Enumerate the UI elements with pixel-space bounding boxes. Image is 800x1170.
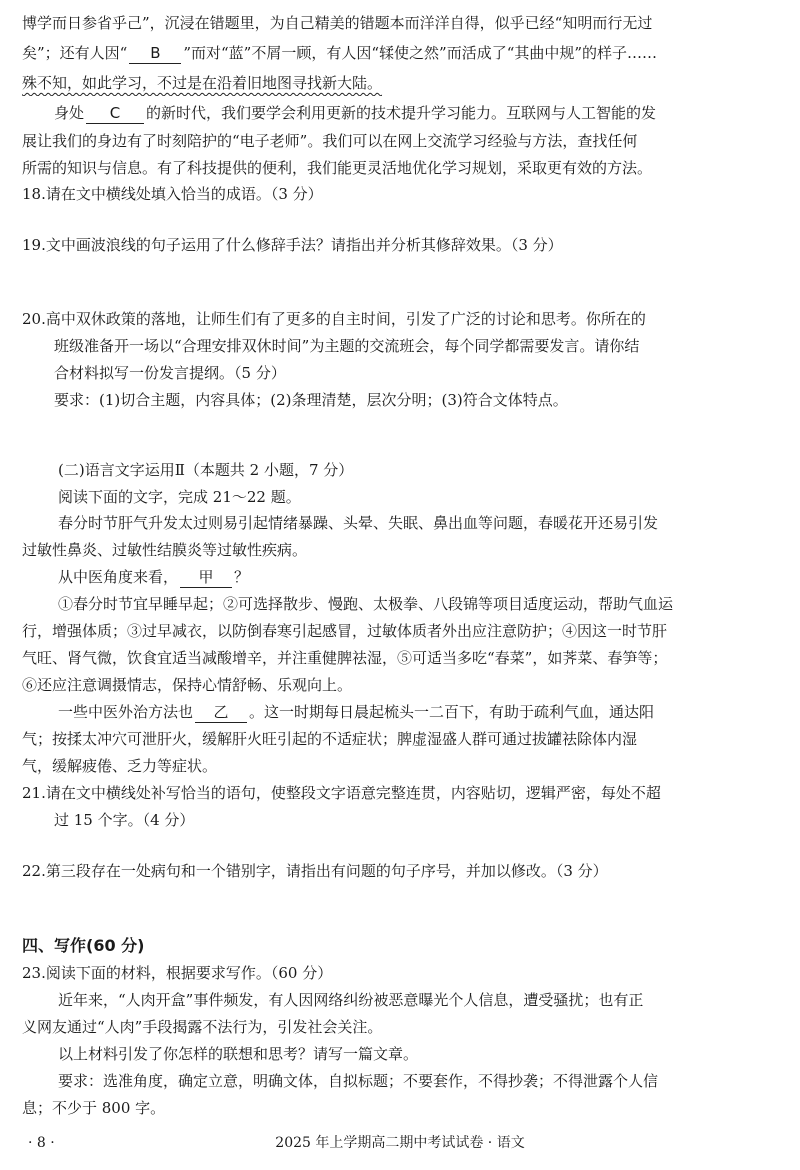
passage1-line5: 展让我们的身边有了时刻陪护的“电子老师”。我们可以在网上交流学习经验与方法，查找任何 [22, 132, 638, 150]
page-footer [0, 1131, 800, 1155]
writing-prompt: 以上材料引发了你怎样的联想和思考？请写一篇文章。 [58, 1045, 419, 1063]
passage1-line6: 所需的知识与信息。有了科技提供的便利，我们能更灵活地优化学习规划，采取更有效的方法。 [22, 159, 653, 177]
passage1-line2-text-a: 矣”；还有人因“ [22, 44, 128, 62]
passage2-p3-line3: 气旺、肾气微，饮食宜适当减酸增辛，并注重健脾祛湿，⑤可适当多吃“春菜”，如荠菜、春笋等； [22, 649, 668, 667]
passage1-line4-text-a: 身处 [54, 104, 85, 122]
blank-yi: 乙 [195, 702, 247, 723]
section-2-instruction: 阅读下面的文字，完成 21～22 题。 [58, 488, 301, 506]
passage2-p4-text-a: 一些中医外治方法也 [58, 703, 194, 721]
question-21-line1: 21.请在文中横线处补写恰当的语句，使整段文字语意完整连贯，内容贴切，逻辑严密，每处不超 [22, 784, 661, 802]
passage1-line4-text-b: 的新时代，我们要学会利用更新的技术提升学习能力。互联网与人工智能的发 [146, 104, 657, 122]
question-20-line2: 班级准备开一场以“合理安排双休时间”为主题的交流班会，每个同学都需要发言。请你结 [54, 337, 640, 355]
wavy-underlined-sentence: 殊不知，如此学习，不过是在沿着旧地图寻找新大陆。 [22, 74, 383, 92]
exam-title: 2025 年上学期高二期中考试试卷 · 语文 [275, 1135, 525, 1151]
passage2-p4-line2: 气；按揉太冲穴可泄肝火，缓解肝火旺引起的不适症状；脾虚湿盛人群可通过拔罐祛除体内湿 [22, 730, 638, 748]
material-line1: 近年来，“人肉开盒”事件频发，有人因网络纠纷被恶意曝光个人信息，遭受骚扰；也有正 [58, 991, 644, 1009]
passage2-p4-line1 [58, 699, 782, 725]
blank-c: C [86, 103, 144, 124]
section-4-title: 四、写作(60 分) [22, 936, 145, 955]
passage2-p1-line1: 春分时节肝气升发太过则易引起情绪暴躁、头晕、失眠、鼻出血等问题，春暖花开还易引发 [58, 514, 659, 532]
passage2-p3-line1: ①春分时节宜早睡早起；②可选择散步、慢跑、太极拳、八段锦等项目适度运动，帮助气血运 [58, 595, 674, 613]
passage1-line1: 博学而日参省乎己”，沉浸在错题里，为自己精美的错题本而洋洋自得，似乎已经“知明而行无过 [22, 14, 653, 32]
passage2-p2 [58, 564, 782, 590]
page-number: · 8 · [28, 1135, 55, 1151]
blank-b: B [129, 43, 181, 64]
question-19: 19.文中画波浪线的句子运用了什么修辞手法？请指出并分析其修辞效果。（3 分） [22, 236, 563, 254]
passage1-line2 [22, 40, 782, 66]
passage2-p3-line4: ⑥还应注意调摄情志，保持心情舒畅、乐观向上。 [22, 676, 353, 694]
question-20-line1: 20.高中双休政策的落地，让师生们有了更多的自主时间，引发了广泛的讨论和思考。你所在的 [22, 310, 646, 328]
passage1-line3-wavy [22, 70, 782, 96]
passage2-p2-text-b: ？ [234, 568, 250, 586]
passage2-p2-text-a: 从中医角度来看， [58, 568, 179, 586]
question-20-line3: 合材料拟写一份发言提纲。（5 分） [54, 364, 286, 382]
passage2-p4-text-b: 。这一时期每日晨起梳头一二百下，有助于疏利气血，通达阳 [249, 703, 655, 721]
passage2-p4-line3: 气，缓解疲倦、乏力等症状。 [22, 757, 218, 775]
question-20-requirements: 要求：(1)切合主题，内容具体；(2)条理清楚，层次分明；(3)符合文体特点。 [54, 391, 568, 409]
passage1-line4 [54, 100, 782, 126]
material-line2: 义网友通过“人肉”手段揭露不法行为，引发社会关注。 [22, 1018, 383, 1036]
question-18: 18.请在文中横线处填入恰当的成语。（3 分） [22, 185, 323, 203]
passage2-p1-line2: 过敏性鼻炎、过敏性结膜炎等过敏性疾病。 [22, 541, 308, 559]
passage1-line2-text-b: ”而对“蓝”不屑一顾，有人因“𫐓使之然”而活成了“其曲中规”的样子…… [183, 44, 658, 62]
section-2-title: (二)语言文字运用Ⅱ（本题共 2 小题，7 分） [58, 461, 354, 479]
writing-requirements-line2: 息；不少于 800 字。 [22, 1099, 166, 1117]
blank-jia: 甲 [180, 567, 232, 588]
question-22: 22.第三段存在一处病句和一个错别字，请指出有问题的句子序号，并加以修改。（3 分） [22, 862, 608, 880]
question-21-line2: 过 15 个字。（4 分） [54, 811, 195, 829]
writing-requirements-line1: 要求：选准角度，确定立意，明确文体，自拟标题；不要套作，不得抄袭；不得泄露个人信 [58, 1072, 659, 1090]
question-23: 23.阅读下面的材料，根据要求写作。（60 分） [22, 964, 333, 982]
passage2-p3-line2: 行，增强体质；③过早减衣，以防倒春寒引起感冒，过敏体质者外出应注意防护；④因这一时节肝 [22, 622, 668, 640]
